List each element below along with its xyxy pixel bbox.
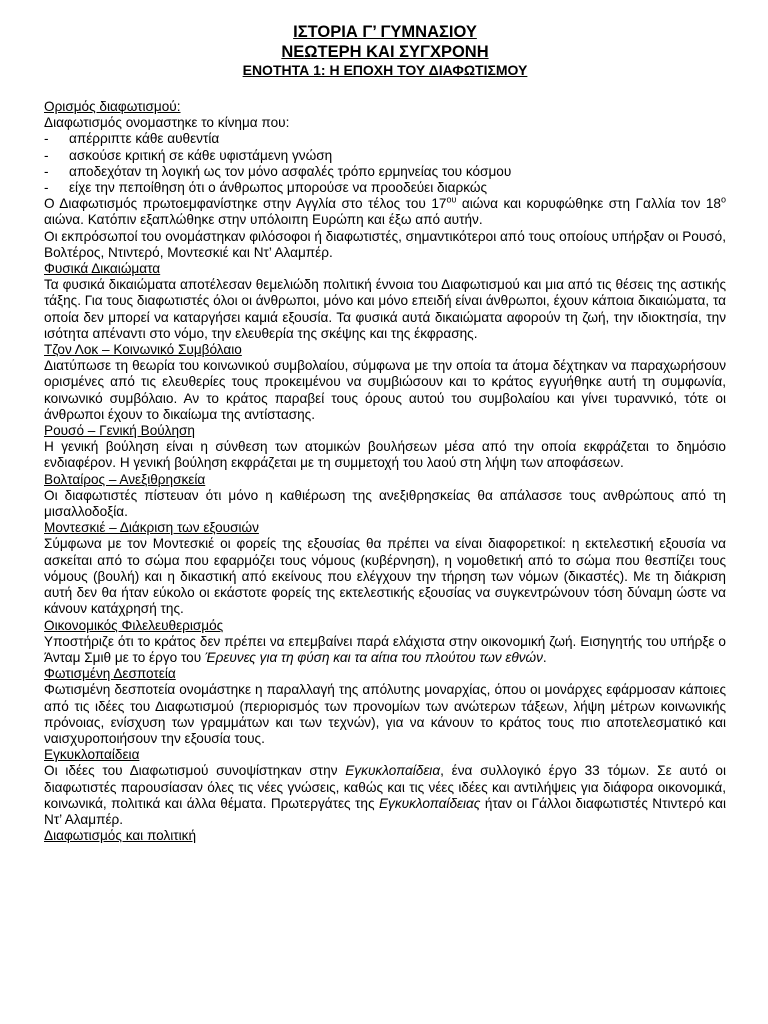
definition-section — [44, 99, 726, 261]
section-heading: Οικονομικός Φιλελευθερισμός — [44, 617, 224, 633]
section-paragraph: Σύμφωνα με τον Μοντεσκιέ οι φορείς της εξουσίας θα πρέπει να είναι διαφορετικοί: η εκτελεστική εξουσία να ασκείται από το σώμα που εφαρμόζει τους νόμους (κυβέρνηση), η νομοθετική από το σώμα που θεσπίζει τους νόμους (βουλή) και η δικαστική από εκείνους που ελέγχουν την τήρηση των νόμων (δικαστές). Με τη διάκριση αυτή δεν θα ήταν εύκολο οι εκάστοτε φορείς της εκτελεστικής εξουσίας να συγκεντρώνουν τόση δύναμη ώστε να κάνουν κατάχρησή της. — [44, 536, 726, 617]
list-item-text: απέρριπτε κάθε αυθεντία — [69, 131, 220, 147]
section-paragraph: Φωτισμένη δεσποτεία ονομάστηκε η παραλλαγή της απόλυτης μοναρχίας, όπου οι μονάρχες εφάρμοσαν κάποιες από τις ιδέες του Διαφωτισμού (περιορισμός των προνομίων των ανώτερων τάξεων, λήψη μέτρων κοινωνικής πρόνοιας, ενίσχυση των γραμμάτων και των τεχνών), για να κάνουν το κράτος τους πιο αποτελεσματικό και ναισχυροποιήσουν την εξουσία τους. — [44, 682, 726, 746]
course-title: ΙΣΤΟΡΙΑ Γ’ ΓΥΜΝΑΣΙΟΥ — [293, 23, 477, 41]
document-page — [44, 22, 726, 844]
section-enlightened-despotism — [44, 666, 726, 747]
italic-term: Εγκυκλοπαίδειας — [378, 795, 481, 811]
section-paragraph — [44, 634, 726, 666]
unit-title: ΕΝΟΤΗΤΑ 1: Η ΕΠΟΧΗ ΤΟΥ ΔΙΑΦΩΤΙΣΜΟΥ — [242, 62, 528, 78]
text-run: Υποστήριζε ότι το κράτος δεν πρέπει να επεμβαίνει παρά ελάχιστα στην οικονομική ζωή. Εισηγητής του υπήρξε ο Άνταμ Σμιθ με το έργο του — [44, 633, 726, 665]
section-voltaire — [44, 472, 726, 521]
text-run: Οι ιδέες του Διαφωτισμού συνοψίστηκαν στην — [44, 763, 346, 779]
text-run: αιώνα και κορυφώθηκε στη Γαλλία τον 18 — [456, 196, 721, 212]
definition-paragraph — [44, 196, 726, 228]
section-heading: Ρουσό – Γενική Βούληση — [44, 423, 195, 439]
section-heading: Τζον Λοκ – Κοινωνικό Συμβόλαιο — [44, 342, 242, 358]
definition-intro: Διαφωτισμός ονομαστηκε το κίνημα που: — [44, 115, 290, 131]
list-item-text: αποδεχόταν τη λογική ως τον μόνο ασφαλές τρόπο ερμηνείας του κόσμου — [69, 163, 512, 179]
list-item: - απέρριπτε κάθε αυθεντία — [44, 131, 220, 147]
text-run: , ένα συλλογικό έργο 33 τόμων. Σε αυτό οι διαφωτιστές παρουσίασαν όλες τις νέες γνώσεις, καθώς και τις νέες ιδέες και αντιλήψεις για διάφορα οικονομικά, κοινωνικά, πολιτικά και άλλα θέματα. Πρωτεργάτες της — [44, 763, 726, 811]
section-montesquieu — [44, 520, 726, 617]
definition-heading: Ορισμός διαφωτισμού: — [44, 99, 181, 114]
representatives-paragraph: Οι εκπρόσωποί του ονομάστηκαν φιλόσοφοι ή διαφωτιστές, σημαντικότεροι από τους οποίους υπήρξαν οι Ρουσό, Βολτέρος, Ντιντερό, Μοντεσκιέ και Ντ’ Αλαμπέρ. — [44, 228, 726, 260]
text-run: . — [542, 649, 547, 665]
section-heading: Διαφωτισμός και πολιτική — [44, 828, 197, 844]
text-run: Ο Διαφωτισμός πρωτοεμφανίστηκε στην Αγγλία στο τέλος του 17 — [44, 196, 447, 212]
section-natural-rights — [44, 261, 726, 342]
list-item: - ασκούσε κριτική σε κάθε υφιστάμενη γνώση — [44, 147, 333, 163]
section-locke — [44, 342, 726, 423]
section-heading: Βολταίρος – Ανεξιθρησκεία — [44, 471, 206, 487]
list-item-text: είχε την πεποίθηση ότι ο άνθρωπος μπορούσε να προοδεύει διαρκώς — [69, 180, 488, 196]
section-politics — [44, 828, 726, 844]
text-run: αιώνα. Κατόπιν εξαπλώθηκε στην υπόλοιπη Ευρώπη και έξω από αυτήν. — [44, 212, 483, 228]
section-heading: Εγκυκλοπαίδεια — [44, 747, 140, 763]
superscript: ου — [446, 194, 457, 205]
list-item-text: ασκούσε κριτική σε κάθε υφιστάμενη γνώση — [69, 147, 333, 163]
title-block — [44, 22, 726, 79]
definition-bullet-list — [44, 131, 726, 196]
italic-term: Εγκυκλοπαίδεια — [345, 763, 441, 779]
book-title: Έρευνες για τη φύση και τα αίτια του πλούτου των εθνών — [204, 649, 543, 665]
section-heading: Φυσικά Δικαιώματα — [44, 261, 161, 277]
section-paragraph: Τα φυσικά δικαιώματα αποτέλεσαν θεμελιώδη πολιτική έννοια του Διαφωτισμού και μια από τις θέσεις της αστικής τάξης. Για τους διαφωτιστές όλοι οι άνθρωποι, μόνο και μόνο επειδή είναι άνθρωποι, έχουν κάποια δικαιώματα, τα οποία δεν μπορεί να καταργήσει καμιά εξουσία. Τα φυσικά αυτά δικαιώματα αφορούν τη ζωή, την ιδιοκτησία, την ισότητα απέναντι στο νόμο, την ελευθερία της σκέψης και της έκφρασης. — [44, 277, 726, 341]
section-heading: Μοντεσκιέ – Διάκριση των εξουσιών — [44, 520, 259, 536]
section-paragraph: Η γενική βούληση είναι η σύνθεση των ατομικών βουλήσεων μέσα από την οποία εκφράζεται το δημόσιο ενδιαφέρον. Η γενική βούληση εκφράζεται με τη συμμετοχή του λαού στη λήψη των αποφάσεων. — [44, 439, 726, 471]
section-heading: Φωτισμένη Δεσποτεία — [44, 666, 176, 682]
section-paragraph: Οι διαφωτιστές πίστευαν ότι μόνο η καθιέρωση της ανεξιθρησκείας θα απάλασσε τους ανθρώπους από τη μισαλλοδοξία. — [44, 487, 726, 520]
course-subtitle: ΝΕΩΤΕΡΗ ΚΑΙ ΣΥΓΧΡΟΝΗ — [281, 43, 489, 61]
section-economic-liberalism — [44, 618, 726, 667]
section-paragraph — [44, 763, 726, 828]
text-run: ήταν οι Γάλλοι διαφωτιστές Ντιντερό και Ντ’ Αλαμπέρ. — [44, 795, 726, 827]
list-item: - αποδεχόταν τη λογική ως τον μόνο ασφαλές τρόπο ερμηνείας του κόσμου — [44, 163, 512, 179]
section-rousseau — [44, 423, 726, 472]
section-paragraph: Διατύπωσε τη θεωρία του κοινωνικού συμβολαίου, σύμφωνα με την οποία τα άτομα δέχτηκαν να παραχωρήσουν ορισμένες από τις ελευθερίες τους προκειμένου να συμβιώσουν και το κράτος εγγυήθηκε αυτή τη συμφωνία, κοινωνικό συμβόλαιο. Αν το κράτος παραβεί τους όρους αυτού του συμβολαίου και γίνει τυραννικό, τότε οι άνθρωποι έχουν το δικαίωμα της αντίστασης. — [44, 358, 726, 422]
section-encyclopedia — [44, 747, 726, 828]
superscript: ο — [721, 194, 727, 205]
list-item: - είχε την πεποίθηση ότι ο άνθρωπος μπορούσε να προοδεύει διαρκώς — [44, 180, 488, 196]
